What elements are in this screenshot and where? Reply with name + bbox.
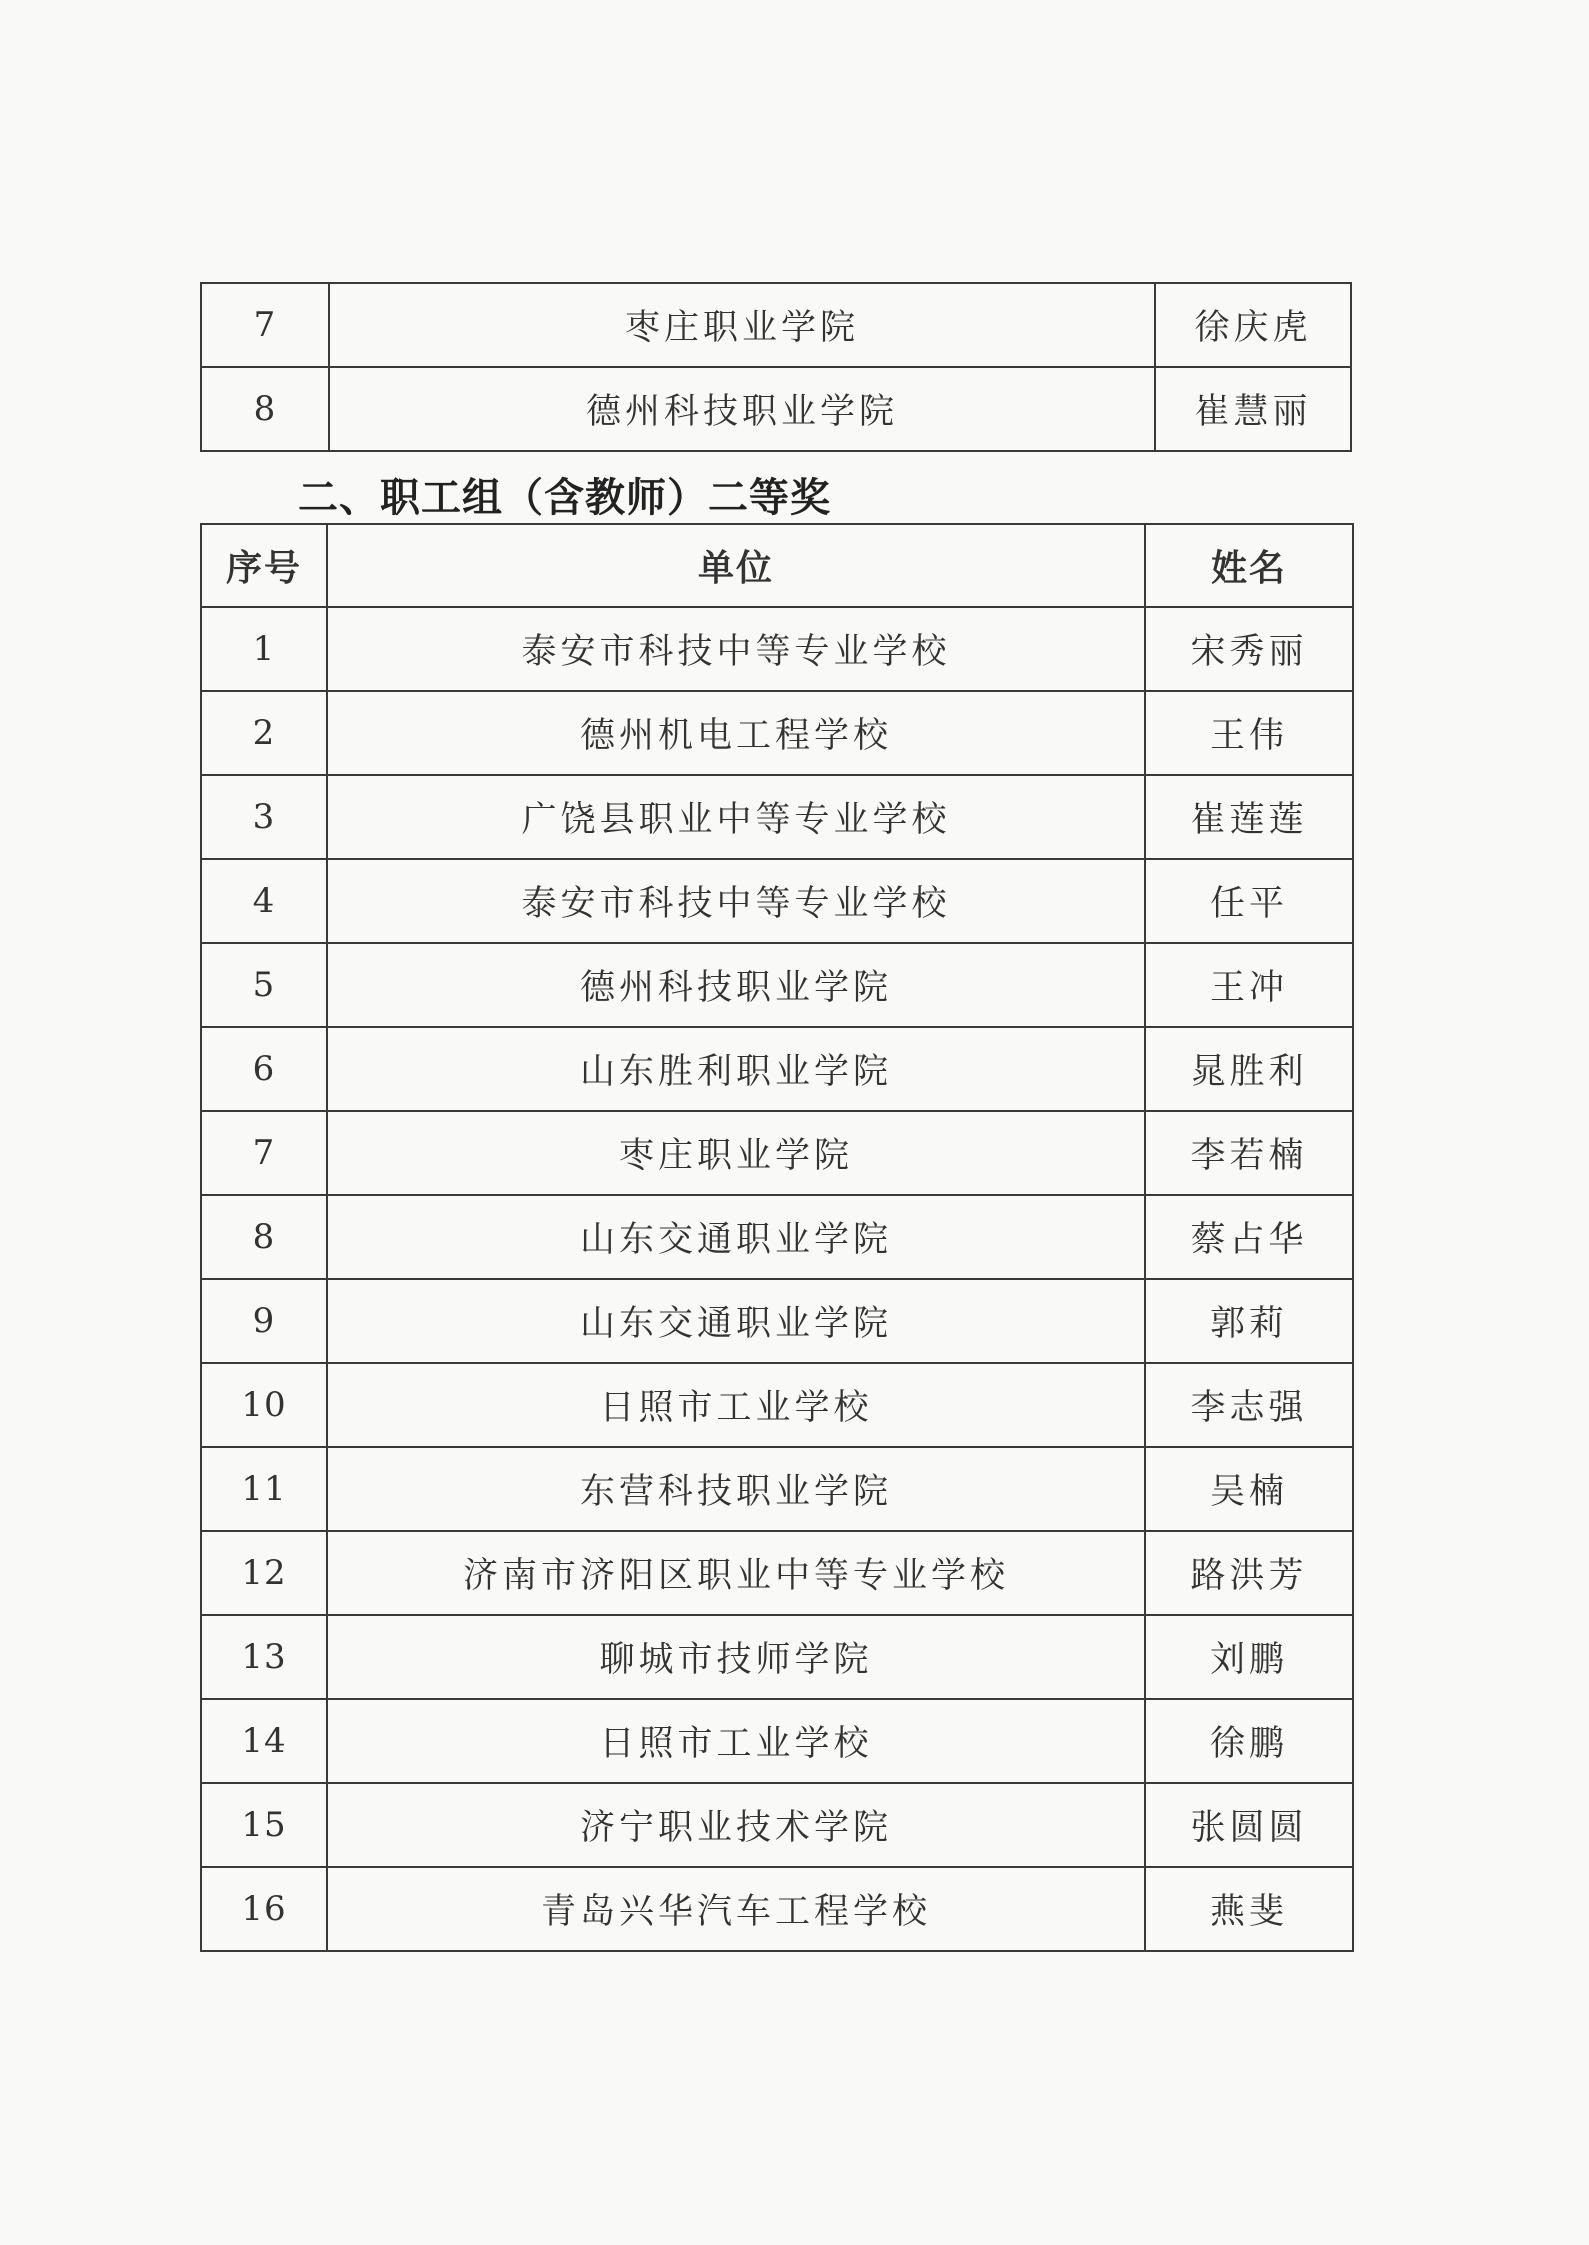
header-unit: 单位 (327, 524, 1145, 607)
table-row (201, 859, 1353, 943)
unit-cell: 泰安市科技中等专业学校 (327, 607, 1145, 691)
unit-cell: 枣庄职业学院 (327, 1111, 1145, 1195)
unit-cell: 枣庄职业学院 (329, 283, 1155, 367)
table-row (201, 1615, 1353, 1699)
table-row (201, 1279, 1353, 1363)
table-row (201, 1699, 1353, 1783)
unit-cell: 德州科技职业学院 (327, 943, 1145, 1027)
header-number: 序号 (201, 524, 327, 607)
name-cell: 晁胜利 (1145, 1027, 1353, 1111)
unit-cell: 广饶县职业中等专业学校 (327, 775, 1145, 859)
row-number: 9 (201, 1279, 327, 1363)
name-cell: 徐鹏 (1145, 1699, 1353, 1783)
unit-cell: 泰安市科技中等专业学校 (327, 859, 1145, 943)
table-row (201, 1027, 1353, 1111)
row-number: 14 (201, 1699, 327, 1783)
name-cell: 蔡占华 (1145, 1195, 1353, 1279)
unit-cell: 青岛兴华汽车工程学校 (327, 1867, 1145, 1951)
name-cell: 王冲 (1145, 943, 1353, 1027)
table-row (201, 1363, 1353, 1447)
table-row (201, 607, 1353, 691)
table-row (201, 367, 1351, 451)
header-name: 姓名 (1145, 524, 1353, 607)
table-row (201, 1447, 1353, 1531)
table-row (201, 1867, 1353, 1951)
name-cell: 刘鹏 (1145, 1615, 1353, 1699)
table-row (201, 1111, 1353, 1195)
unit-cell: 德州科技职业学院 (329, 367, 1155, 451)
table-row (201, 1195, 1353, 1279)
unit-cell: 山东交通职业学院 (327, 1279, 1145, 1363)
name-cell: 吴楠 (1145, 1447, 1353, 1531)
row-number: 7 (201, 1111, 327, 1195)
unit-cell: 聊城市技师学院 (327, 1615, 1145, 1699)
row-number: 13 (201, 1615, 327, 1699)
unit-cell: 日照市工业学校 (327, 1363, 1145, 1447)
table-header-row (201, 524, 1353, 607)
name-cell: 任平 (1145, 859, 1353, 943)
table-row (201, 943, 1353, 1027)
unit-cell: 日照市工业学校 (327, 1699, 1145, 1783)
row-number: 15 (201, 1783, 327, 1867)
row-number: 7 (201, 283, 329, 367)
second-prize-table (200, 523, 1354, 1952)
row-number: 2 (201, 691, 327, 775)
name-cell: 崔莲莲 (1145, 775, 1353, 859)
name-cell: 李若楠 (1145, 1111, 1353, 1195)
table-row (201, 691, 1353, 775)
unit-cell: 德州机电工程学校 (327, 691, 1145, 775)
name-cell: 郭莉 (1145, 1279, 1353, 1363)
row-number: 3 (201, 775, 327, 859)
row-number: 4 (201, 859, 327, 943)
unit-cell: 山东交通职业学院 (327, 1195, 1145, 1279)
row-number: 8 (201, 367, 329, 451)
table-row (201, 1531, 1353, 1615)
unit-cell: 济南市济阳区职业中等专业学校 (327, 1531, 1145, 1615)
table-row (201, 283, 1351, 367)
award-table-continued (200, 282, 1352, 452)
row-number: 8 (201, 1195, 327, 1279)
name-cell: 崔慧丽 (1155, 367, 1351, 451)
table-row (201, 775, 1353, 859)
row-number: 10 (201, 1363, 327, 1447)
row-number: 6 (201, 1027, 327, 1111)
name-cell: 李志强 (1145, 1363, 1353, 1447)
name-cell: 燕斐 (1145, 1867, 1353, 1951)
row-number: 5 (201, 943, 327, 1027)
unit-cell: 济宁职业技术学院 (327, 1783, 1145, 1867)
row-number: 16 (201, 1867, 327, 1951)
name-cell: 徐庆虎 (1155, 283, 1351, 367)
section-heading: 二、职工组（含教师）二等奖 (298, 475, 831, 521)
row-number: 11 (201, 1447, 327, 1531)
name-cell: 王伟 (1145, 691, 1353, 775)
name-cell: 宋秀丽 (1145, 607, 1353, 691)
name-cell: 张圆圆 (1145, 1783, 1353, 1867)
unit-cell: 东营科技职业学院 (327, 1447, 1145, 1531)
name-cell: 路洪芳 (1145, 1531, 1353, 1615)
row-number: 1 (201, 607, 327, 691)
row-number: 12 (201, 1531, 327, 1615)
table-row (201, 1783, 1353, 1867)
unit-cell: 山东胜利职业学院 (327, 1027, 1145, 1111)
